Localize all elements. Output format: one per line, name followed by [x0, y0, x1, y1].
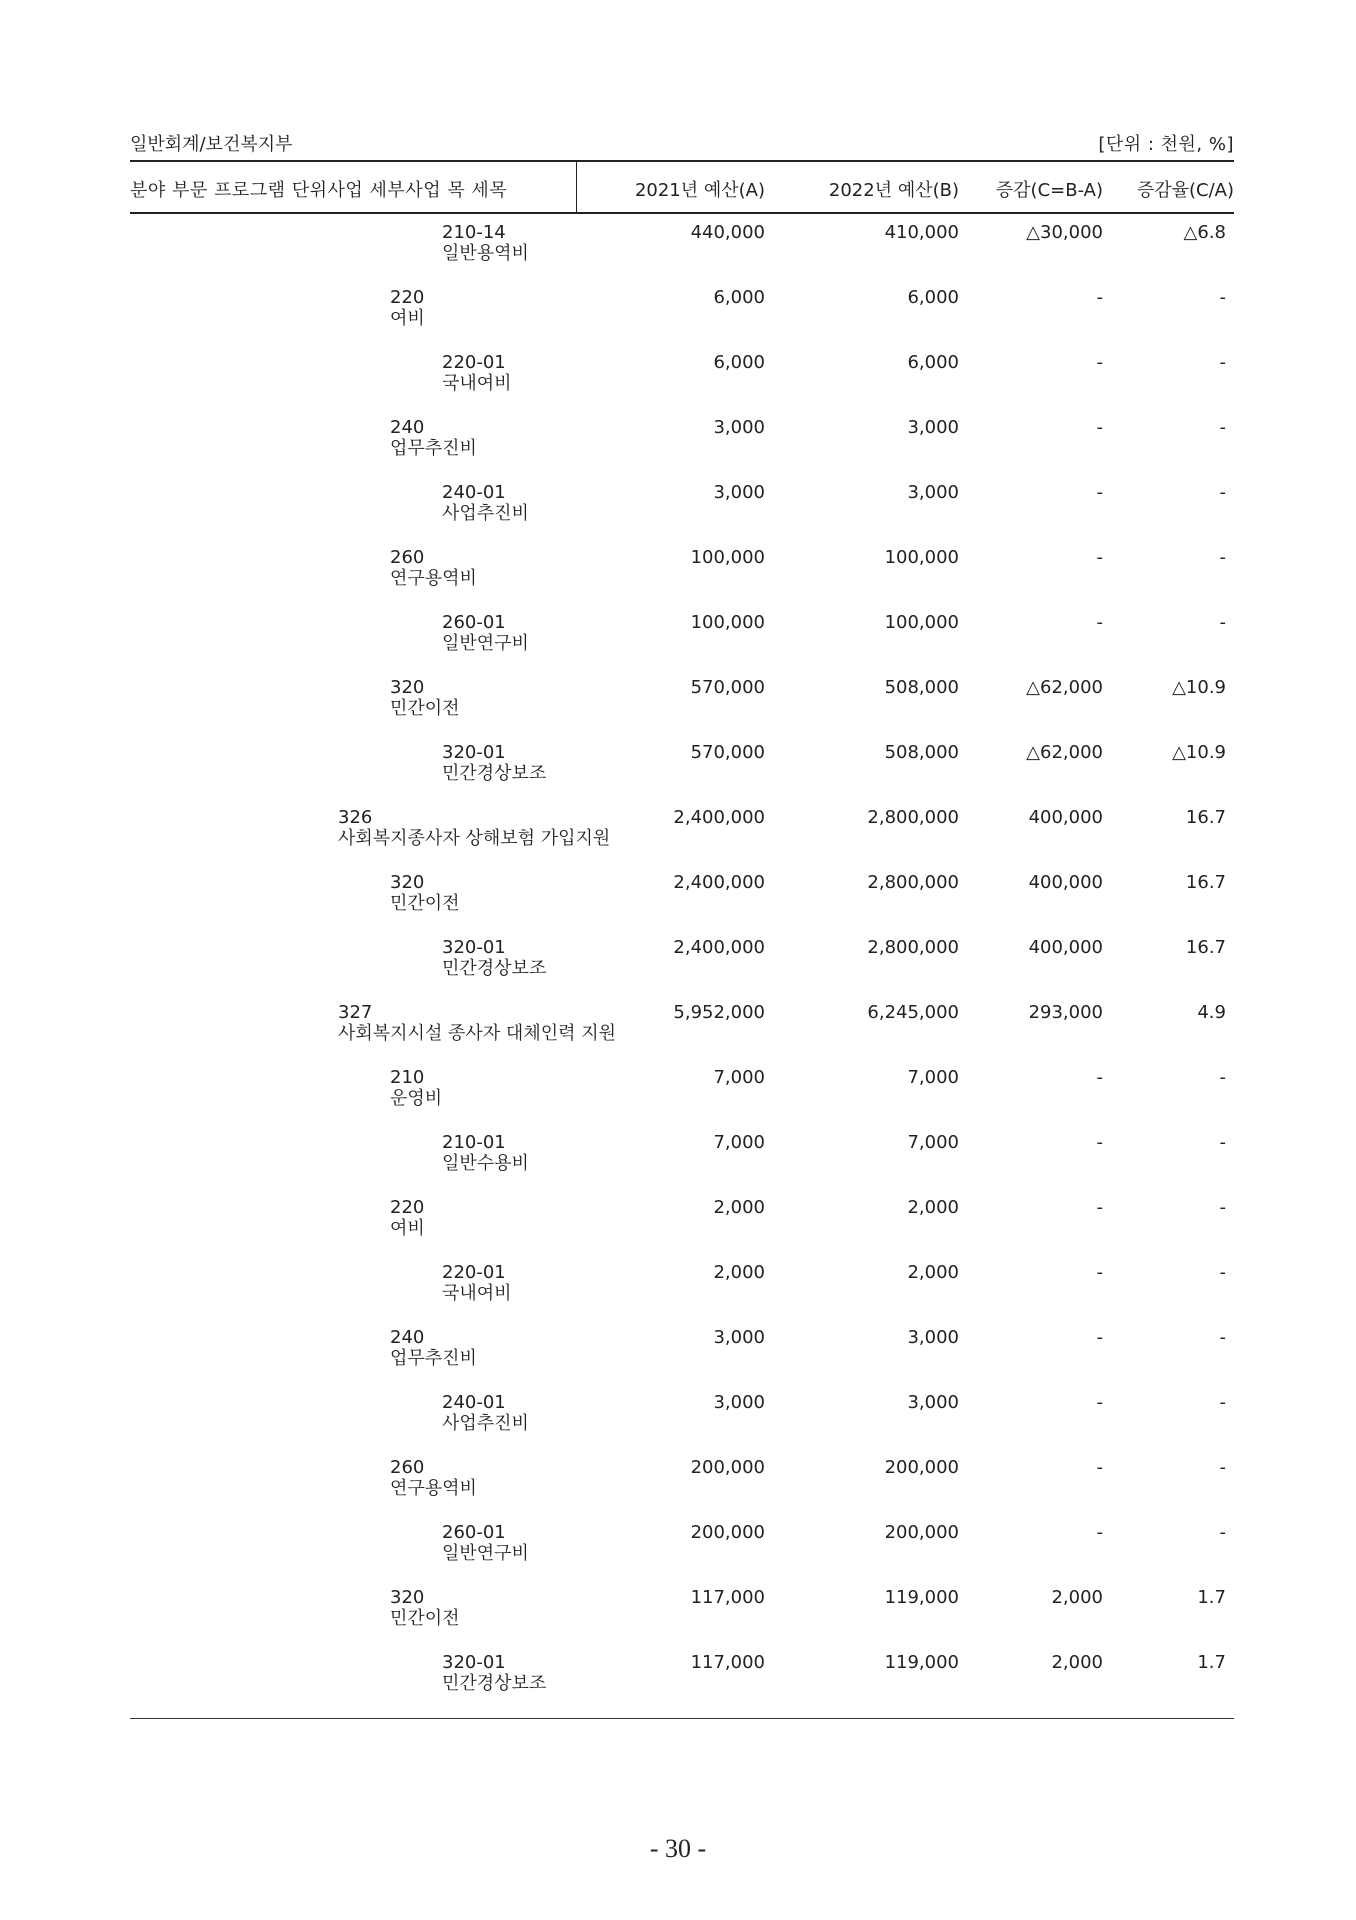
budget-2022-cell: 3,000	[907, 482, 959, 503]
budget-2021-cell: 200,000	[690, 1457, 765, 1478]
page-number: - 30 -	[649, 1834, 707, 1863]
header-divider	[576, 162, 577, 212]
change-rate-cell: 16.7	[1185, 937, 1226, 958]
budget-2021-cell: 440,000	[690, 222, 765, 243]
item-code: 320-01	[442, 742, 506, 763]
item-cell	[390, 1197, 425, 1239]
item-cell	[442, 1132, 529, 1174]
table-header-rule	[130, 212, 1234, 214]
change-rate-cell: -	[1219, 417, 1226, 438]
table-row	[130, 547, 1234, 612]
item-name: 여비	[390, 1218, 425, 1239]
item-code: 320	[390, 1587, 425, 1608]
item-name: 연구용역비	[390, 568, 477, 589]
table-row	[130, 1392, 1234, 1457]
budget-2021-cell: 6,000	[713, 352, 765, 373]
change-rate-cell: 4.9	[1197, 1002, 1226, 1023]
item-code: 220	[390, 1197, 425, 1218]
budget-2022-cell: 2,800,000	[867, 937, 959, 958]
budget-2021-cell: 6,000	[713, 287, 765, 308]
item-name: 민간이전	[390, 1608, 460, 1629]
table-row	[130, 482, 1234, 547]
table-row	[130, 1262, 1234, 1327]
table-row	[130, 1067, 1234, 1132]
change-cell: -	[1096, 1327, 1103, 1348]
budget-2021-cell: 2,400,000	[673, 872, 765, 893]
item-code: 326	[338, 807, 373, 828]
budget-2021-cell: 3,000	[713, 1392, 765, 1413]
item-cell	[442, 352, 512, 394]
table-row	[130, 677, 1234, 742]
item-name: 일반연구비	[442, 1543, 529, 1564]
item-code: 210	[390, 1067, 425, 1088]
budget-2021-cell: 3,000	[713, 482, 765, 503]
budget-2022-cell: 6,000	[907, 287, 959, 308]
budget-2022-cell: 200,000	[884, 1457, 959, 1478]
change-rate-cell: 16.7	[1185, 872, 1226, 893]
table-bottom-rule	[130, 1718, 1234, 1719]
budget-2022-cell: 410,000	[884, 222, 959, 243]
change-cell: -	[1096, 287, 1103, 308]
table-row	[130, 222, 1234, 287]
change-cell: -	[1096, 547, 1103, 568]
table-row	[130, 807, 1234, 872]
item-name: 사업추진비	[442, 1413, 529, 1434]
table-row	[130, 417, 1234, 482]
change-cell: -	[1096, 1132, 1103, 1153]
item-cell	[390, 417, 477, 459]
item-name: 국내여비	[442, 373, 512, 394]
item-cell	[442, 612, 529, 654]
item-code: 220	[390, 287, 425, 308]
budget-2022-cell: 508,000	[884, 742, 959, 763]
budget-2021-cell: 2,400,000	[673, 807, 765, 828]
item-code: 210-01	[442, 1132, 506, 1153]
budget-2021-cell: 7,000	[713, 1067, 765, 1088]
item-code: 320	[390, 872, 425, 893]
item-cell	[442, 937, 546, 979]
table-row	[130, 1522, 1234, 1587]
change-rate-cell: -	[1219, 1392, 1226, 1413]
item-cell	[390, 872, 460, 914]
item-cell	[390, 1327, 477, 1369]
item-name: 민간이전	[390, 893, 460, 914]
change-rate-cell: 1.7	[1197, 1652, 1226, 1673]
table-row	[130, 287, 1234, 352]
item-name: 사업추진비	[442, 503, 529, 524]
change-cell: △30,000	[1026, 222, 1103, 243]
budget-2021-cell: 570,000	[690, 677, 765, 698]
item-name: 국내여비	[442, 1283, 512, 1304]
table-row	[130, 1132, 1234, 1197]
budget-2022-cell: 3,000	[907, 1327, 959, 1348]
table-meta	[130, 130, 1234, 158]
budget-2021-cell: 3,000	[713, 417, 765, 438]
table-header	[130, 162, 1234, 212]
item-name: 여비	[390, 308, 425, 329]
item-code: 260-01	[442, 1522, 506, 1543]
change-rate-cell: △10.9	[1172, 677, 1226, 698]
change-rate-cell: -	[1219, 1132, 1226, 1153]
change-cell: 400,000	[1028, 872, 1103, 893]
budget-2022-cell: 2,000	[907, 1262, 959, 1283]
budget-2022-cell: 100,000	[884, 612, 959, 633]
change-cell: -	[1096, 352, 1103, 373]
change-cell: -	[1096, 612, 1103, 633]
budget-2021-cell: 100,000	[690, 547, 765, 568]
change-rate-cell: -	[1219, 352, 1226, 373]
item-name: 운영비	[390, 1088, 443, 1109]
item-name: 민간이전	[390, 698, 460, 719]
budget-2021-cell: 117,000	[690, 1652, 765, 1673]
change-rate-cell: -	[1219, 1262, 1226, 1283]
budget-2022-cell: 2,800,000	[867, 872, 959, 893]
account-label: 일반회계/보건복지부	[130, 134, 293, 155]
item-cell	[442, 1652, 546, 1694]
change-cell: -	[1096, 1197, 1103, 1218]
change-rate-cell: -	[1219, 482, 1226, 503]
item-name: 사회복지시설 종사자 대체인력 지원	[338, 1023, 616, 1044]
item-name: 일반용역비	[442, 243, 529, 264]
item-cell	[390, 1067, 442, 1109]
budget-2021-cell: 570,000	[690, 742, 765, 763]
table-row	[130, 1197, 1234, 1262]
change-cell: -	[1096, 1457, 1103, 1478]
table-body	[130, 222, 1234, 1717]
change-cell: -	[1096, 1392, 1103, 1413]
budget-2022-cell: 3,000	[907, 417, 959, 438]
change-cell: 2,000	[1051, 1587, 1103, 1608]
budget-2021-cell: 200,000	[690, 1522, 765, 1543]
header-name-column: 분야 부문 프로그램 단위사업 세부사업 목 세목	[130, 180, 508, 201]
item-name: 일반수용비	[442, 1153, 529, 1174]
item-name: 업무추진비	[390, 1348, 477, 1369]
item-code: 320-01	[442, 1652, 506, 1673]
change-cell: △62,000	[1026, 742, 1103, 763]
table-row	[130, 937, 1234, 1002]
budget-2022-cell: 100,000	[884, 547, 959, 568]
budget-2021-cell: 2,000	[713, 1262, 765, 1283]
budget-2021-cell: 117,000	[690, 1587, 765, 1608]
item-code: 320	[390, 677, 425, 698]
item-code: 220-01	[442, 1262, 506, 1283]
item-cell	[442, 1262, 512, 1304]
header-change-rate: 증감율(C/A)	[1136, 180, 1234, 201]
budget-2022-cell: 7,000	[907, 1132, 959, 1153]
change-cell: -	[1096, 482, 1103, 503]
table-row	[130, 1002, 1234, 1067]
budget-2021-cell: 3,000	[713, 1327, 765, 1348]
item-cell	[442, 482, 529, 524]
item-code: 240-01	[442, 482, 506, 503]
change-rate-cell: -	[1219, 1522, 1226, 1543]
item-code: 240	[390, 417, 425, 438]
header-change: 증감(C=B-A)	[995, 180, 1103, 201]
item-name: 일반연구비	[442, 633, 529, 654]
item-code: 260-01	[442, 612, 506, 633]
table-row	[130, 1587, 1234, 1652]
budget-2022-cell: 508,000	[884, 677, 959, 698]
change-cell: -	[1096, 1067, 1103, 1088]
budget-2022-cell: 2,800,000	[867, 807, 959, 828]
item-cell	[390, 677, 460, 719]
item-cell	[390, 1587, 460, 1629]
change-cell: △62,000	[1026, 677, 1103, 698]
item-name: 연구용역비	[390, 1478, 477, 1499]
budget-2021-cell: 2,000	[713, 1197, 765, 1218]
change-rate-cell: -	[1219, 1457, 1226, 1478]
table-row	[130, 1457, 1234, 1522]
budget-2022-cell: 6,000	[907, 352, 959, 373]
item-code: 220-01	[442, 352, 506, 373]
table-row	[130, 612, 1234, 677]
item-name: 민간경상보조	[442, 958, 547, 979]
item-name: 민간경상보조	[442, 1673, 547, 1694]
item-code: 260	[390, 1457, 425, 1478]
change-cell: 2,000	[1051, 1652, 1103, 1673]
change-cell: -	[1096, 1262, 1103, 1283]
change-rate-cell: △6.8	[1183, 222, 1226, 243]
header-budget-2021: 2021년 예산(A)	[634, 180, 765, 201]
budget-2022-cell: 6,245,000	[867, 1002, 959, 1023]
item-name: 민간경상보조	[442, 763, 547, 784]
change-rate-cell: -	[1219, 1067, 1226, 1088]
budget-2022-cell: 2,000	[907, 1197, 959, 1218]
item-cell	[390, 287, 425, 329]
change-cell: -	[1096, 417, 1103, 438]
item-name: 사회복지종사자 상해보험 가입지원	[338, 828, 611, 849]
change-cell: 400,000	[1028, 807, 1103, 828]
item-cell	[442, 222, 529, 264]
budget-2021-cell: 2,400,000	[673, 937, 765, 958]
change-cell: 400,000	[1028, 937, 1103, 958]
change-rate-cell: -	[1219, 1327, 1226, 1348]
item-cell	[390, 547, 477, 589]
item-code: 240-01	[442, 1392, 506, 1413]
item-cell	[442, 742, 546, 784]
item-code: 260	[390, 547, 425, 568]
change-rate-cell: -	[1219, 287, 1226, 308]
item-cell	[442, 1522, 529, 1564]
budget-2022-cell: 119,000	[884, 1587, 959, 1608]
unit-label: [단위 : 천원, %]	[1098, 134, 1234, 155]
table-row	[130, 1327, 1234, 1392]
change-rate-cell: 16.7	[1185, 807, 1226, 828]
change-rate-cell: -	[1219, 547, 1226, 568]
change-cell: -	[1096, 1522, 1103, 1543]
change-rate-cell: 1.7	[1197, 1587, 1226, 1608]
item-code: 327	[338, 1002, 373, 1023]
item-cell	[390, 1457, 477, 1499]
item-code: 240	[390, 1327, 425, 1348]
item-cell	[338, 1002, 616, 1044]
budget-2021-cell: 5,952,000	[673, 1002, 765, 1023]
budget-2022-cell: 3,000	[907, 1392, 959, 1413]
budget-2021-cell: 100,000	[690, 612, 765, 633]
change-rate-cell: △10.9	[1172, 742, 1226, 763]
table-row	[130, 1652, 1234, 1717]
budget-2021-cell: 7,000	[713, 1132, 765, 1153]
table-row	[130, 352, 1234, 417]
item-code: 320-01	[442, 937, 506, 958]
item-cell	[442, 1392, 529, 1434]
item-name: 업무추진비	[390, 438, 477, 459]
item-cell	[338, 807, 610, 849]
change-rate-cell: -	[1219, 1197, 1226, 1218]
change-rate-cell: -	[1219, 612, 1226, 633]
table-row	[130, 872, 1234, 937]
item-code: 210-14	[442, 222, 506, 243]
change-cell: 293,000	[1028, 1002, 1103, 1023]
table-row	[130, 742, 1234, 807]
budget-2022-cell: 119,000	[884, 1652, 959, 1673]
budget-2022-cell: 200,000	[884, 1522, 959, 1543]
header-budget-2022: 2022년 예산(B)	[828, 180, 959, 201]
budget-2022-cell: 7,000	[907, 1067, 959, 1088]
